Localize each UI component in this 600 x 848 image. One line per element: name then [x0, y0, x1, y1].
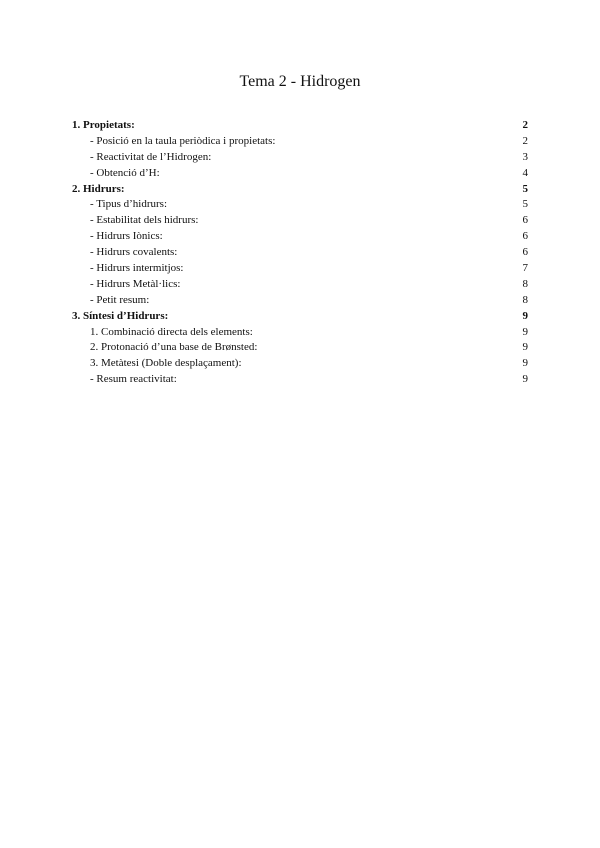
toc-entry[interactable] [72, 118, 528, 134]
toc-entry-page: 8 [522, 277, 528, 290]
toc-entry-text: 3. Síntesi d’Hidrurs: [72, 309, 169, 322]
toc-entry[interactable] [72, 309, 528, 325]
toc-entry-page: 2 [522, 119, 528, 131]
toc-entry[interactable] [72, 245, 528, 261]
toc-entry-page: 6 [522, 230, 528, 243]
toc-entry-text: 1. Propietats: [72, 119, 135, 131]
toc-entry-text: 1. Combinació directa dels elements: [90, 325, 253, 338]
toc-entry[interactable] [72, 261, 528, 277]
document-title: Tema 2 - Hidrogen [239, 73, 361, 90]
toc-entry[interactable] [72, 134, 528, 150]
toc-entry[interactable] [72, 325, 528, 341]
table-of-contents [72, 118, 528, 388]
toc-entry-page: 4 [522, 166, 528, 179]
toc-entry-page: 6 [522, 246, 528, 259]
toc-entry-page: 7 [522, 262, 528, 275]
toc-entry-text: - Resum reactivitat: [90, 373, 177, 386]
toc-entry-text: - Posició en la taula periòdica i propietats: [90, 134, 276, 147]
toc-entry[interactable] [72, 229, 528, 245]
toc-entry-text: - Hidrurs intermitjos: [90, 262, 184, 275]
toc-entry-text: - Obtenció d’H: [90, 166, 160, 179]
toc-entry-text: - Hidrurs covalents: [90, 246, 178, 259]
toc-entry-page: 9 [522, 325, 528, 338]
toc-entry[interactable] [72, 356, 528, 372]
toc-entry-text: 2. Protonació d’una base de Brønsted: [90, 341, 258, 354]
toc-entry[interactable] [72, 197, 528, 213]
toc-entry[interactable] [72, 166, 528, 182]
toc-entry-page: 8 [522, 293, 528, 306]
toc-entry-page: 9 [522, 309, 528, 322]
toc-entry-page: 3 [522, 150, 528, 163]
toc-entry[interactable] [72, 372, 528, 388]
toc-entry[interactable] [72, 277, 528, 293]
toc-entry-text: - Petit resum: [90, 293, 150, 306]
toc-entry-page: 5 [522, 182, 528, 195]
toc-entry[interactable] [72, 293, 528, 309]
toc-entry[interactable] [72, 340, 528, 356]
toc-entry[interactable] [72, 182, 528, 198]
toc-entry[interactable] [72, 150, 528, 166]
toc-entry-page: 9 [522, 373, 528, 386]
toc-entry-text: 2. Hidrurs: [72, 182, 125, 195]
toc-entry-text: - Tipus d’hidrurs: [90, 198, 168, 211]
toc-entry-text: - Hidrurs Metàl·lics: [90, 277, 181, 290]
toc-entry-page: 2 [522, 134, 528, 147]
toc-entry-text: 3. Metàtesi (Doble desplaçament): [90, 357, 242, 370]
toc-entry-page: 6 [522, 214, 528, 227]
toc-entry-text: - Hidrurs Iònics: [90, 230, 163, 243]
toc-entry-page: 9 [522, 341, 528, 354]
toc-entry-text: - Estabilitat dels hidrurs: [90, 214, 199, 227]
toc-entry-page: 5 [522, 198, 528, 211]
toc-entry-page: 9 [522, 357, 528, 370]
toc-entry-text: - Reactivitat de l’Hidrogen: [90, 150, 212, 163]
toc-entry[interactable] [72, 213, 528, 229]
